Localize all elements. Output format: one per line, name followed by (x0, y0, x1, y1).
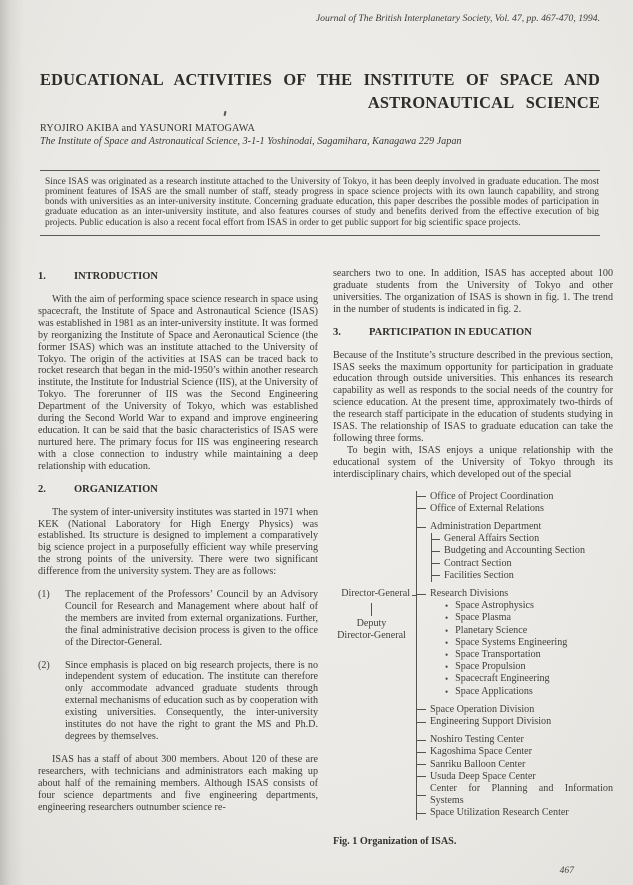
branch-tick (417, 527, 426, 528)
org-bullet-node: • Spacecraft Engineering (445, 673, 550, 685)
branch-tick (417, 508, 426, 509)
branch-tick (432, 575, 440, 576)
continuation-paragraph: searchers two to one. In addition, ISAS has accepted about 100 graduate students from the University of Tokyo and other universities. The organization of ISAS is shown in fig. 1. The trend in the number of students is indicated in fig. 2. (333, 268, 613, 315)
org-node: Kagoshima Space Center (417, 746, 613, 758)
organization-paragraph: The system of inter-university institutes was started in 1971 when KEK (National Laboratory for High Energy Physics) was established. Its structure is designed to implement a comparatively big science project in a purposefully efficient way while preserving the strong points of the university. There were two significant difference from the university system. They are as follows: (38, 506, 318, 578)
page-number: 467 (559, 865, 574, 876)
branch-tick (417, 740, 426, 741)
list-item-number: (1) (38, 589, 50, 601)
bullet-icon: • (445, 637, 449, 648)
abstract: Since ISAS was originated as a research institute attached to the University of Tokyo, it has been deeply involved in graduate education. The most prominent features of ISAS are the small number of staff, steady progress in space science projects with its own launch capability, and strong bonds with universities as an inter-university institute. Concerning graduate education, this paper describes the possible modes of participation in graduate education as an inter-university institute, and also features courses of study and benefits derived from the effective execution of big projects. Public education is also a recent focal effort from ISAS in order to get public support for big scientific space projects. (40, 170, 600, 236)
org-bullet-node: • Space Propulsion (445, 661, 526, 673)
section-number: 2. (38, 483, 46, 495)
org-node: Contract Section (432, 558, 613, 570)
figure-caption: Fig. 1 Organization of ISAS. (333, 835, 457, 847)
organization-chart (333, 491, 613, 820)
bullet-icon: • (445, 650, 449, 661)
journal-header: Journal of The British Interplanetary Society, Vol. 47, pp. 467-470, 1994. (315, 13, 600, 24)
list-item-text: Since emphasis is placed on big research projects, there is no independent system of education. The institute can therefore only accommodate advanced graduate students through external mechanisms of education such as by cooperation with existing universities. Consequently, the inter-university institutes do not have the right to grant the MS and Ph.D. degrees by themselves. (65, 659, 318, 742)
intro-paragraph: With the aim of performing space science research in space using spacecraft, the Institute of Space and Astronautical Science (ISAS) was established in 1981 as an inter-university institute. It was formed by reorganizing the Institute of Space and Aeronautical Science (the former ISAS) which was an institute attached to the University of Tokyo. The origin of the activities at ISAS can be traced back to rocket research that began in the mid-1950’s within another research institute, the Institute for Industrial Science (IIS), at the University of Tokyo. The forerunner of IIS was the Second Engineering Department of the University of Tokyo, which was established during the Second World War to expand and improve engineering education. It can be said that the basic characteristics of ISAS were nurtured here. The primary focus for IIS was engineering research with a close connection to industry while maintaining a deep relationship with education. (38, 294, 318, 472)
org-bullet-node: • Space Plasma (445, 612, 511, 624)
branch-tick (432, 551, 440, 552)
bullet-icon: • (445, 601, 449, 612)
right-column (333, 268, 613, 848)
org-node: Engineering Support Division (417, 716, 613, 728)
org-node: Facilities Section (432, 570, 613, 582)
staff-paragraph: ISAS has a staff of about 300 members. About 120 of these are researchers, with technicians and administrators each making up about half of the remaining members. Although ISAS consists of four science departments and five engineering departments, engineering researchers outnumber science re- (38, 753, 318, 813)
bullet-icon: • (445, 662, 449, 673)
affiliation-line: The Institute of Space and Astronautical Science, 3-1-1 Yoshinodai, Sagamihara, Kanagawa 229 Japan (40, 136, 462, 147)
branch-tick (417, 752, 426, 753)
list-item-text: The replacement of the Professors’ Council by an Advisory Council for Research and Management where about half of the members are invited from external organizations. Further, the final administrative decision process is given to the office of the Director-General. (65, 589, 318, 648)
org-node: Budgeting and Accounting Section (432, 545, 613, 557)
org-node: Center for Planning and Information Systems (417, 783, 613, 807)
org-bullet-node: • Planetary Science (445, 624, 528, 636)
deputy-director-general-label: Deputy Director-General (337, 617, 406, 641)
list-item-1 (38, 589, 318, 649)
participation-paragraph-2: To begin with, ISAS enjoys a unique relationship with the educational system of the University of Tokyo through its interdisciplinary chairs, which developed out of the special (333, 444, 613, 480)
org-node: Research Divisions (417, 588, 613, 600)
branch-tick (417, 795, 426, 796)
section-number: 1. (38, 271, 46, 282)
org-node: Office of Project Coordination (417, 491, 613, 503)
org-node: Space Operation Division (417, 704, 613, 716)
section-title: ORGANIZATION (74, 483, 158, 495)
branch-tick (417, 776, 426, 777)
connector-line (371, 603, 372, 616)
branch-tick (417, 496, 426, 497)
section-heading-participation (333, 327, 613, 339)
director-general-label: Director-General (341, 587, 410, 599)
paper-title-line2: ASTRONAUTICAL SCIENCE (367, 93, 600, 112)
branch-tick (417, 709, 426, 710)
org-node: Sanriku Balloon Center (417, 759, 613, 771)
branch-tick (432, 563, 440, 564)
section-heading-introduction (38, 271, 318, 283)
admin-sections (431, 533, 613, 582)
org-bullet-node: • Space Transportation (445, 649, 541, 661)
list-item-2 (38, 660, 318, 743)
org-node: Space Utilization Research Center (417, 807, 613, 819)
authors-line: RYOJIRO AKIBA and YASUNORI MATOGAWA (40, 123, 256, 134)
org-node: General Affairs Section (432, 533, 613, 545)
org-node: Administration Department (417, 521, 613, 533)
bullet-icon: • (445, 613, 449, 624)
org-node: Office of External Relations (417, 503, 613, 515)
bullet-icon: • (445, 674, 449, 685)
participation-paragraph: Because of the Institute’s structure described in the previous section, ISAS seeks the maximum opportunity for participation in graduate education through outside universities. This enhances its research capability as well as responds to the social needs of the country for science education. At the present time, approximately two-thirds of the research staff participate in the education of students studying in ISAS. The relationship of ISAS to graduate education can take the following three forms. (333, 349, 613, 444)
org-chart-tree (416, 491, 613, 820)
connector-line (412, 595, 417, 596)
org-bullet-node: • Space Applications (445, 685, 533, 697)
branch-tick (417, 594, 426, 595)
org-bullet-node: • Space Astrophysics (445, 600, 534, 612)
org-node: Usuda Deep Space Center (417, 771, 613, 783)
paper-title (40, 68, 600, 114)
left-column (38, 268, 318, 848)
paper-title-line1: EDUCATIONAL ACTIVITIES OF THE INSTITUTE OF SPACE AND (40, 70, 600, 89)
section-number: 3. (333, 326, 341, 338)
org-node: Noshiro Testing Center (417, 734, 613, 746)
bullet-icon: • (445, 625, 449, 636)
branch-tick (417, 764, 426, 765)
body-columns (38, 268, 613, 848)
section-heading-organization (38, 484, 318, 496)
section-title: PARTICIPATION IN EDUCATION (369, 326, 532, 338)
section-title: INTRODUCTION (74, 271, 159, 282)
list-item-number: (2) (38, 659, 50, 671)
branch-tick (417, 722, 426, 723)
bullet-icon: • (445, 686, 449, 697)
branch-tick (432, 539, 440, 540)
org-bullet-node: • Space Systems Engineering (445, 636, 568, 648)
branch-tick (417, 813, 426, 814)
